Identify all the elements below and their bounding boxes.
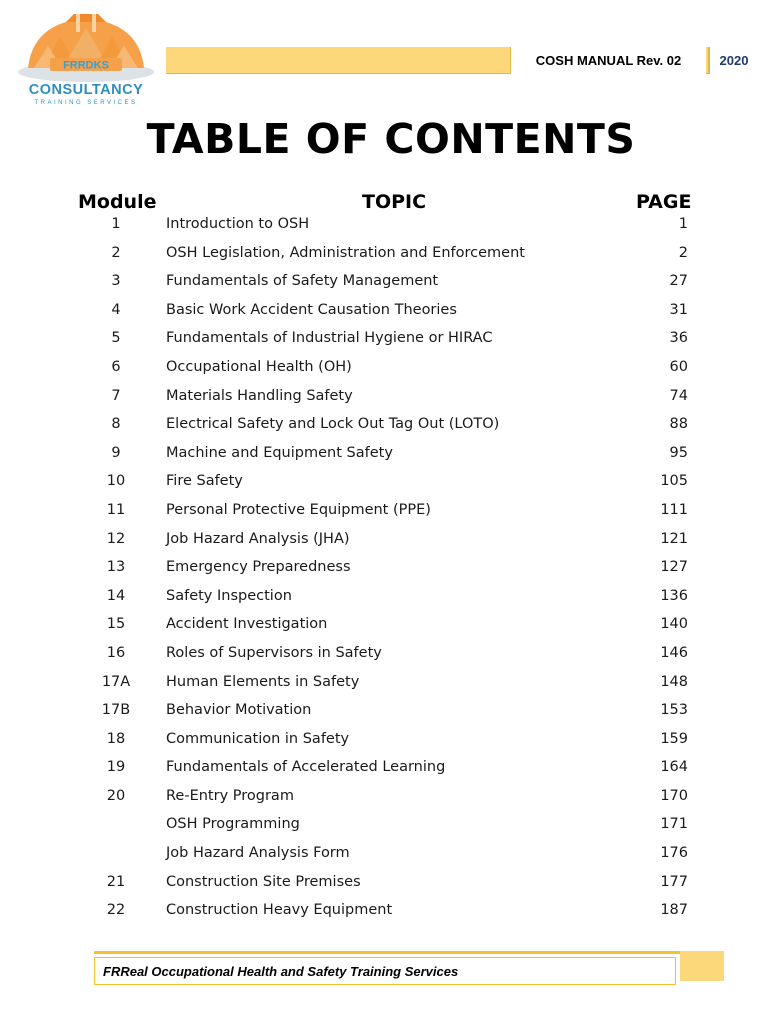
toc-row: [0, 298, 768, 327]
toc-topic: Communication in Safety: [166, 730, 350, 747]
toc-page-number: 31: [669, 301, 688, 318]
toc-page-number: 148: [660, 673, 688, 690]
column-header-module: Module: [78, 191, 157, 213]
toc-row: [0, 612, 768, 641]
toc-module-number: 16: [106, 644, 126, 661]
footer-box: [94, 957, 676, 985]
toc-module-number: 20: [106, 787, 126, 804]
toc-topic: OSH Programming: [166, 816, 300, 833]
toc-module-number: 4: [111, 301, 121, 318]
toc-page-number: 121: [660, 530, 688, 547]
toc-module-number: 2: [111, 244, 121, 261]
toc-topic: Personal Protective Equipment (PPE): [166, 501, 431, 518]
footer-divider: [94, 951, 724, 954]
toc-module-number: 10: [106, 473, 126, 490]
toc-page-number: 170: [660, 787, 688, 804]
logo-company: CONSULTANCY: [28, 82, 144, 98]
toc-page-number: 176: [660, 845, 688, 862]
logo-brand-text: FRRDKS: [63, 59, 109, 72]
column-header-page: PAGE: [636, 191, 692, 213]
toc-page-number: 36: [669, 330, 688, 347]
toc-module-number: 1: [111, 216, 121, 232]
toc-module-number: 22: [106, 902, 126, 919]
toc-page-number: 88: [669, 416, 688, 433]
toc-page-number: 187: [660, 902, 688, 919]
toc-page-number: 153: [660, 702, 688, 719]
toc-row: [0, 784, 768, 813]
manual-label: COSH MANUAL Rev. 02: [510, 47, 706, 74]
toc-row: [0, 898, 768, 927]
toc-page-number: 2: [678, 244, 688, 261]
toc-topic: Basic Work Accident Causation Theories: [166, 301, 457, 318]
toc-module-number: 5: [111, 330, 121, 347]
toc-topic: Machine and Equipment Safety: [166, 444, 393, 461]
toc-page-number: 159: [660, 730, 688, 747]
logo-tagline: TRAINING SERVICES: [34, 100, 138, 106]
toc-row: [0, 670, 768, 699]
toc-module-number: 8: [111, 416, 121, 433]
toc-module-number: 19: [106, 759, 126, 776]
toc-row: [0, 241, 768, 270]
toc-row: [0, 584, 768, 613]
toc-topic: Materials Handling Safety: [166, 387, 353, 404]
toc-row: [0, 412, 768, 441]
toc-topic: Fire Safety: [166, 473, 243, 490]
toc-page-number: 140: [660, 616, 688, 633]
page-title: TABLE OF CONTENTS: [146, 115, 636, 163]
toc-topic: Human Elements in Safety: [166, 673, 360, 690]
toc-row: [0, 727, 768, 756]
toc-row: [0, 498, 768, 527]
toc-module-number: 7: [111, 387, 121, 404]
toc-page-number: 171: [660, 816, 688, 833]
toc-row: [0, 527, 768, 556]
footer-accent-block: [680, 951, 724, 981]
toc-module-number: 12: [106, 530, 126, 547]
toc-topic: Occupational Health (OH): [166, 358, 352, 375]
toc-module-number: 14: [106, 587, 126, 604]
toc-row: [0, 384, 768, 413]
toc-page-number: 111: [660, 501, 688, 518]
company-logo: [14, 10, 158, 106]
toc-row: [0, 326, 768, 355]
toc-module-number: 17A: [101, 673, 131, 690]
toc-module-number: 9: [111, 444, 121, 461]
manual-year: 2020: [708, 47, 758, 74]
toc-module-number: 3: [111, 273, 121, 290]
toc-module-number: 13: [106, 559, 126, 576]
toc-row: [0, 212, 768, 241]
toc-topic: Re-Entry Program: [166, 787, 294, 804]
toc-module-number: 15: [106, 616, 126, 633]
toc-topic: Behavior Motivation: [166, 702, 312, 719]
toc-row: [0, 355, 768, 384]
toc-topic: OSH Legislation, Administration and Enforcement: [166, 244, 525, 261]
toc-page-number: 1: [678, 216, 688, 232]
toc-row: [0, 469, 768, 498]
toc-row: [0, 812, 768, 841]
toc-topic: Job Hazard Analysis (JHA): [166, 530, 350, 547]
toc-row: [0, 698, 768, 727]
toc-module-number: 18: [106, 730, 126, 747]
column-header-topic: TOPIC: [362, 191, 427, 213]
toc-module-number: 17B: [101, 702, 131, 719]
toc-topic: Introduction to OSH: [166, 216, 310, 232]
toc-page-number: 74: [669, 387, 688, 404]
toc-topic: Fundamentals of Safety Management: [166, 273, 439, 290]
toc-topic: Emergency Preparedness: [166, 559, 351, 576]
toc-topic: Accident Investigation: [166, 616, 328, 633]
toc-topic: Construction Heavy Equipment: [166, 902, 393, 919]
toc-topic: Safety Inspection: [166, 587, 292, 604]
toc-page-number: 27: [669, 273, 688, 290]
toc-page-number: 127: [660, 559, 688, 576]
hardhat-logo-icon: [14, 10, 158, 84]
toc-page-number: 136: [660, 587, 688, 604]
table-of-contents: [0, 212, 768, 927]
toc-topic: Fundamentals of Industrial Hygiene or HIRAC: [166, 330, 493, 347]
toc-page-number: 95: [669, 444, 688, 461]
toc-topic: Construction Site Premises: [166, 873, 361, 890]
toc-row: [0, 441, 768, 470]
toc-module-number: 11: [106, 501, 126, 518]
toc-row: [0, 641, 768, 670]
toc-page-number: 177: [660, 873, 688, 890]
toc-topic: Fundamentals of Accelerated Learning: [166, 759, 446, 776]
footer-text: FRReal Occupational Health and Safety Training Services: [103, 964, 459, 979]
toc-topic: Roles of Supervisors in Safety: [166, 644, 382, 661]
toc-row: [0, 755, 768, 784]
toc-page-number: 105: [660, 473, 688, 490]
toc-topic: Electrical Safety and Lock Out Tag Out (LOTO): [166, 416, 500, 433]
toc-page-number: 146: [660, 644, 688, 661]
toc-module-number: 21: [106, 873, 126, 890]
toc-row: [0, 555, 768, 584]
toc-row: [0, 870, 768, 899]
toc-module-number: 6: [111, 358, 121, 375]
toc-page-number: 60: [669, 358, 688, 375]
toc-row: [0, 841, 768, 870]
toc-topic: Job Hazard Analysis Form: [166, 845, 350, 862]
toc-row: [0, 269, 768, 298]
toc-page-number: 164: [660, 759, 688, 776]
